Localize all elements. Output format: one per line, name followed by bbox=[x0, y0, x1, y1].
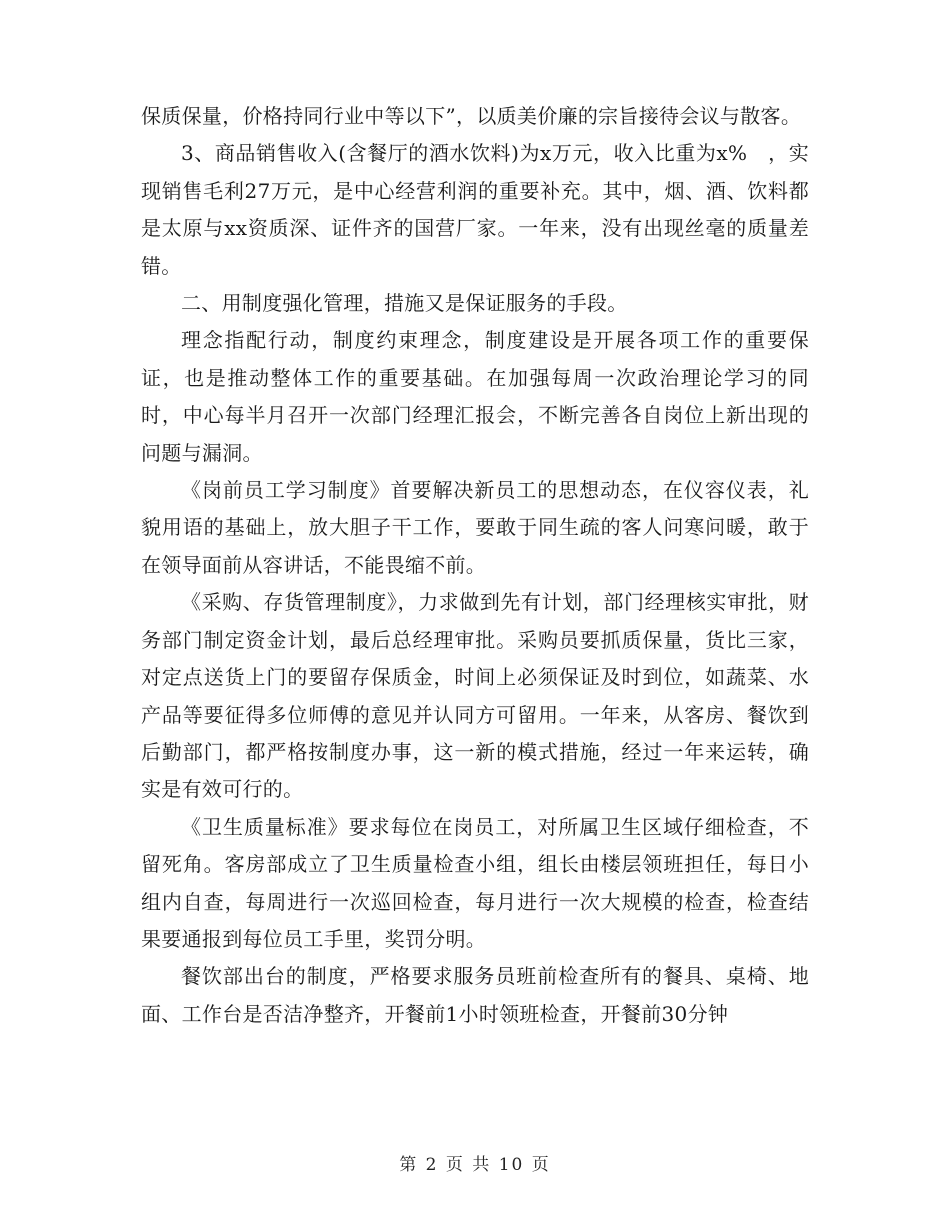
paragraph-philosophy: 理念指配行动，制度约束理念，制度建设是开展各项工作的重要保证，也是推动整体工作的重要基础。在加强每周一次政治理论学习的同时，中心每半月召开一次部门经理汇报会，不断完善各自岗位上新出现的问题与漏洞。 bbox=[141, 328, 809, 465]
paragraph-staff-study-rules: 《岗前员工学习制度》首要解决新员工的思想动态，在仪容仪表，礼貌用语的基础上，放大胆子干工作，要敢于同生疏的客人问寒问暖，敢于在领导面前从容讲话，不能畏缩不前。 bbox=[141, 478, 809, 577]
paragraph-hygiene-standard: 《卫生质量标准》要求每位在岗员工，对所属卫生区域仔细检查，不留死角。客房部成立了卫生质量检查小组，组长由楼层领班担任，每日小组内自查，每周进行一次巡回检查，每月进行一次大规模的检查，检查结果要通报到每位员工手里，奖罚分明。 bbox=[141, 814, 809, 951]
page-number-footer: 第 2 页 共 10 页 bbox=[399, 1155, 551, 1175]
paragraph-procurement-rules: 《采购、存货管理制度》，力求做到先有计划，部门经理核实审批，财务部门制定资金计划，最后总经理审批。采购员要抓质保量，货比三家，对定点送货上门的要留存保质金，时间上必须保证及时到位，如蔬菜、水产品等要征得多位师傅的意见并认同方可留用。一年来，从客房、餐饮到后勤部门，都严格按制度办事，这一新的模式措施，经过一年来运转，确实是有效可行的。 bbox=[141, 590, 809, 802]
paragraph-catering-rules: 餐饮部出台的制度，严格要求服务员班前检查所有的餐具、桌椅、地面、工作台是否洁净整齐，开餐前1小时领班检查，开餐前30分钟 bbox=[141, 964, 809, 1026]
paragraph-sales-income: 3、商品销售收入(含餐厅的酒水饮料)为x万元，收入比重为x% ，实现销售毛利27万元，是中心经营利润的重要补充。其中，烟、酒、饮料都是太原与xx资质深、证件齐的国营厂家。一年来，没有出现丝毫的质量差错。 bbox=[141, 141, 809, 278]
section-heading-management: 二、用制度强化管理，措施又是保证服务的手段。 bbox=[181, 291, 628, 316]
paragraph-continuation: 保质保量，价格持同行业中等以下”，以质美价廉的宗旨接待会议与散客。 bbox=[141, 104, 802, 128]
document-body bbox=[141, 98, 809, 1033]
